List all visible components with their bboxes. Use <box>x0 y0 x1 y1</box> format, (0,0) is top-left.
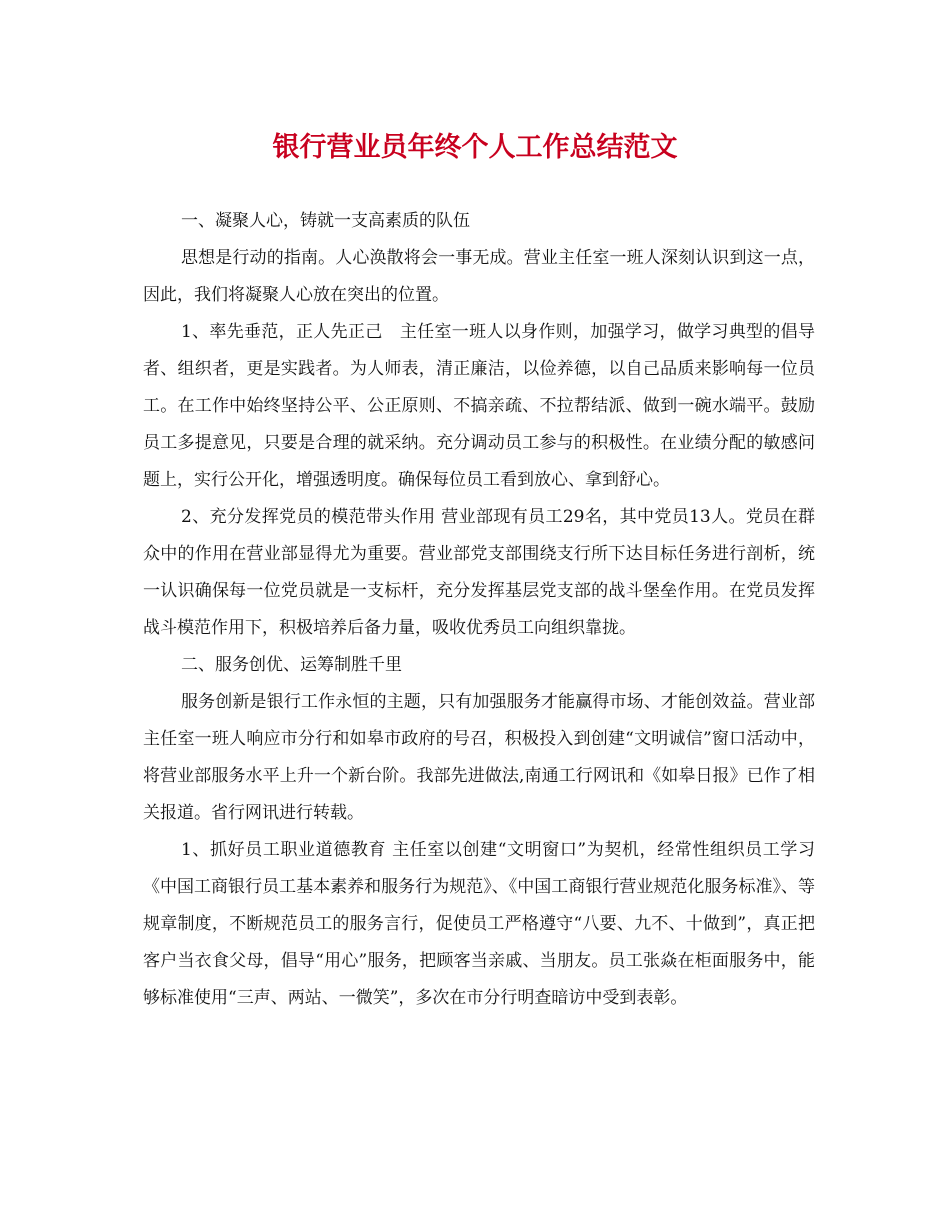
section-heading-1: 一、凝聚人心，铸就一支高素质的队伍 <box>181 211 470 231</box>
section-heading-2: 二、服务创优、运筹制胜千里 <box>181 655 402 675</box>
document-body <box>143 203 815 1017</box>
paragraph-2: 1、率先垂范，正人先正己 主任室一班人以身作则，加强学习，做学习典型的倡导者、组织者，更是实践者。为人师表，清正廉洁，以俭养德，以自己品质来影响每一位员工。在工作中始终坚持公平、公正原则、不搞亲疏、不拉帮结派、做到一碗水端平。鼓励员工多提意见，只要是合理的就采纳。充分调动员工参与的积极性。在业绩分配的敏感问题上，实行公开化，增强透明度。确保每位员工看到放心、拿到舒心。 <box>143 322 815 490</box>
paragraph-5: 1、抓好员工职业道德教育 主任室以创建“文明窗口”为契机，经常性组织员工学习《中国工商银行员工基本素养和服务行为规范》、《中国工商银行营业规范化服务标准》、等规章制度，不断规范员工的服务言行，促使员工严格遵守“八要、九不、十做到”，真正把客户当衣食父母，倡导“用心”服务，把顾客当亲戚、当朋友。员工张焱在柜面服务中，能够标准使用“三声、两站、一微笑”，多次在市分行明查暗访中受到表彰。 <box>143 840 815 1008</box>
paragraph-4: 服务创新是银行工作永恒的主题，只有加强服务才能赢得市场、才能创效益。营业部主任室一班人响应市分行和如皋市政府的号召，积极投入到创建“文明诚信”窗口活动中，将营业部服务水平上升一个新台阶。我部先进做法,南通工行网讯和《如皋日报》已作了相关报道。省行网讯进行转载。 <box>143 692 815 823</box>
document-title: 银行营业员年终个人工作总结范文 <box>272 132 678 163</box>
paragraph-3: 2、充分发挥党员的模范带头作用 营业部现有员工29名，其中党员13人。党员在群众中的作用在营业部显得尤为重要。营业部党支部围绕支行所下达目标任务进行剖析，统一认识确保每一位党员就是一支标杆，充分发挥基层党支部的战斗堡垒作用。在党员发挥战斗模范作用下，积极培养后备力量，吸收优秀员工向组织靠拢。 <box>143 507 815 638</box>
paragraph-1: 思想是行动的指南。人心涣散将会一事无成。营业主任室一班人深刻认识到这一点，因此，我们将凝聚人心放在突出的位置。 <box>143 248 815 305</box>
